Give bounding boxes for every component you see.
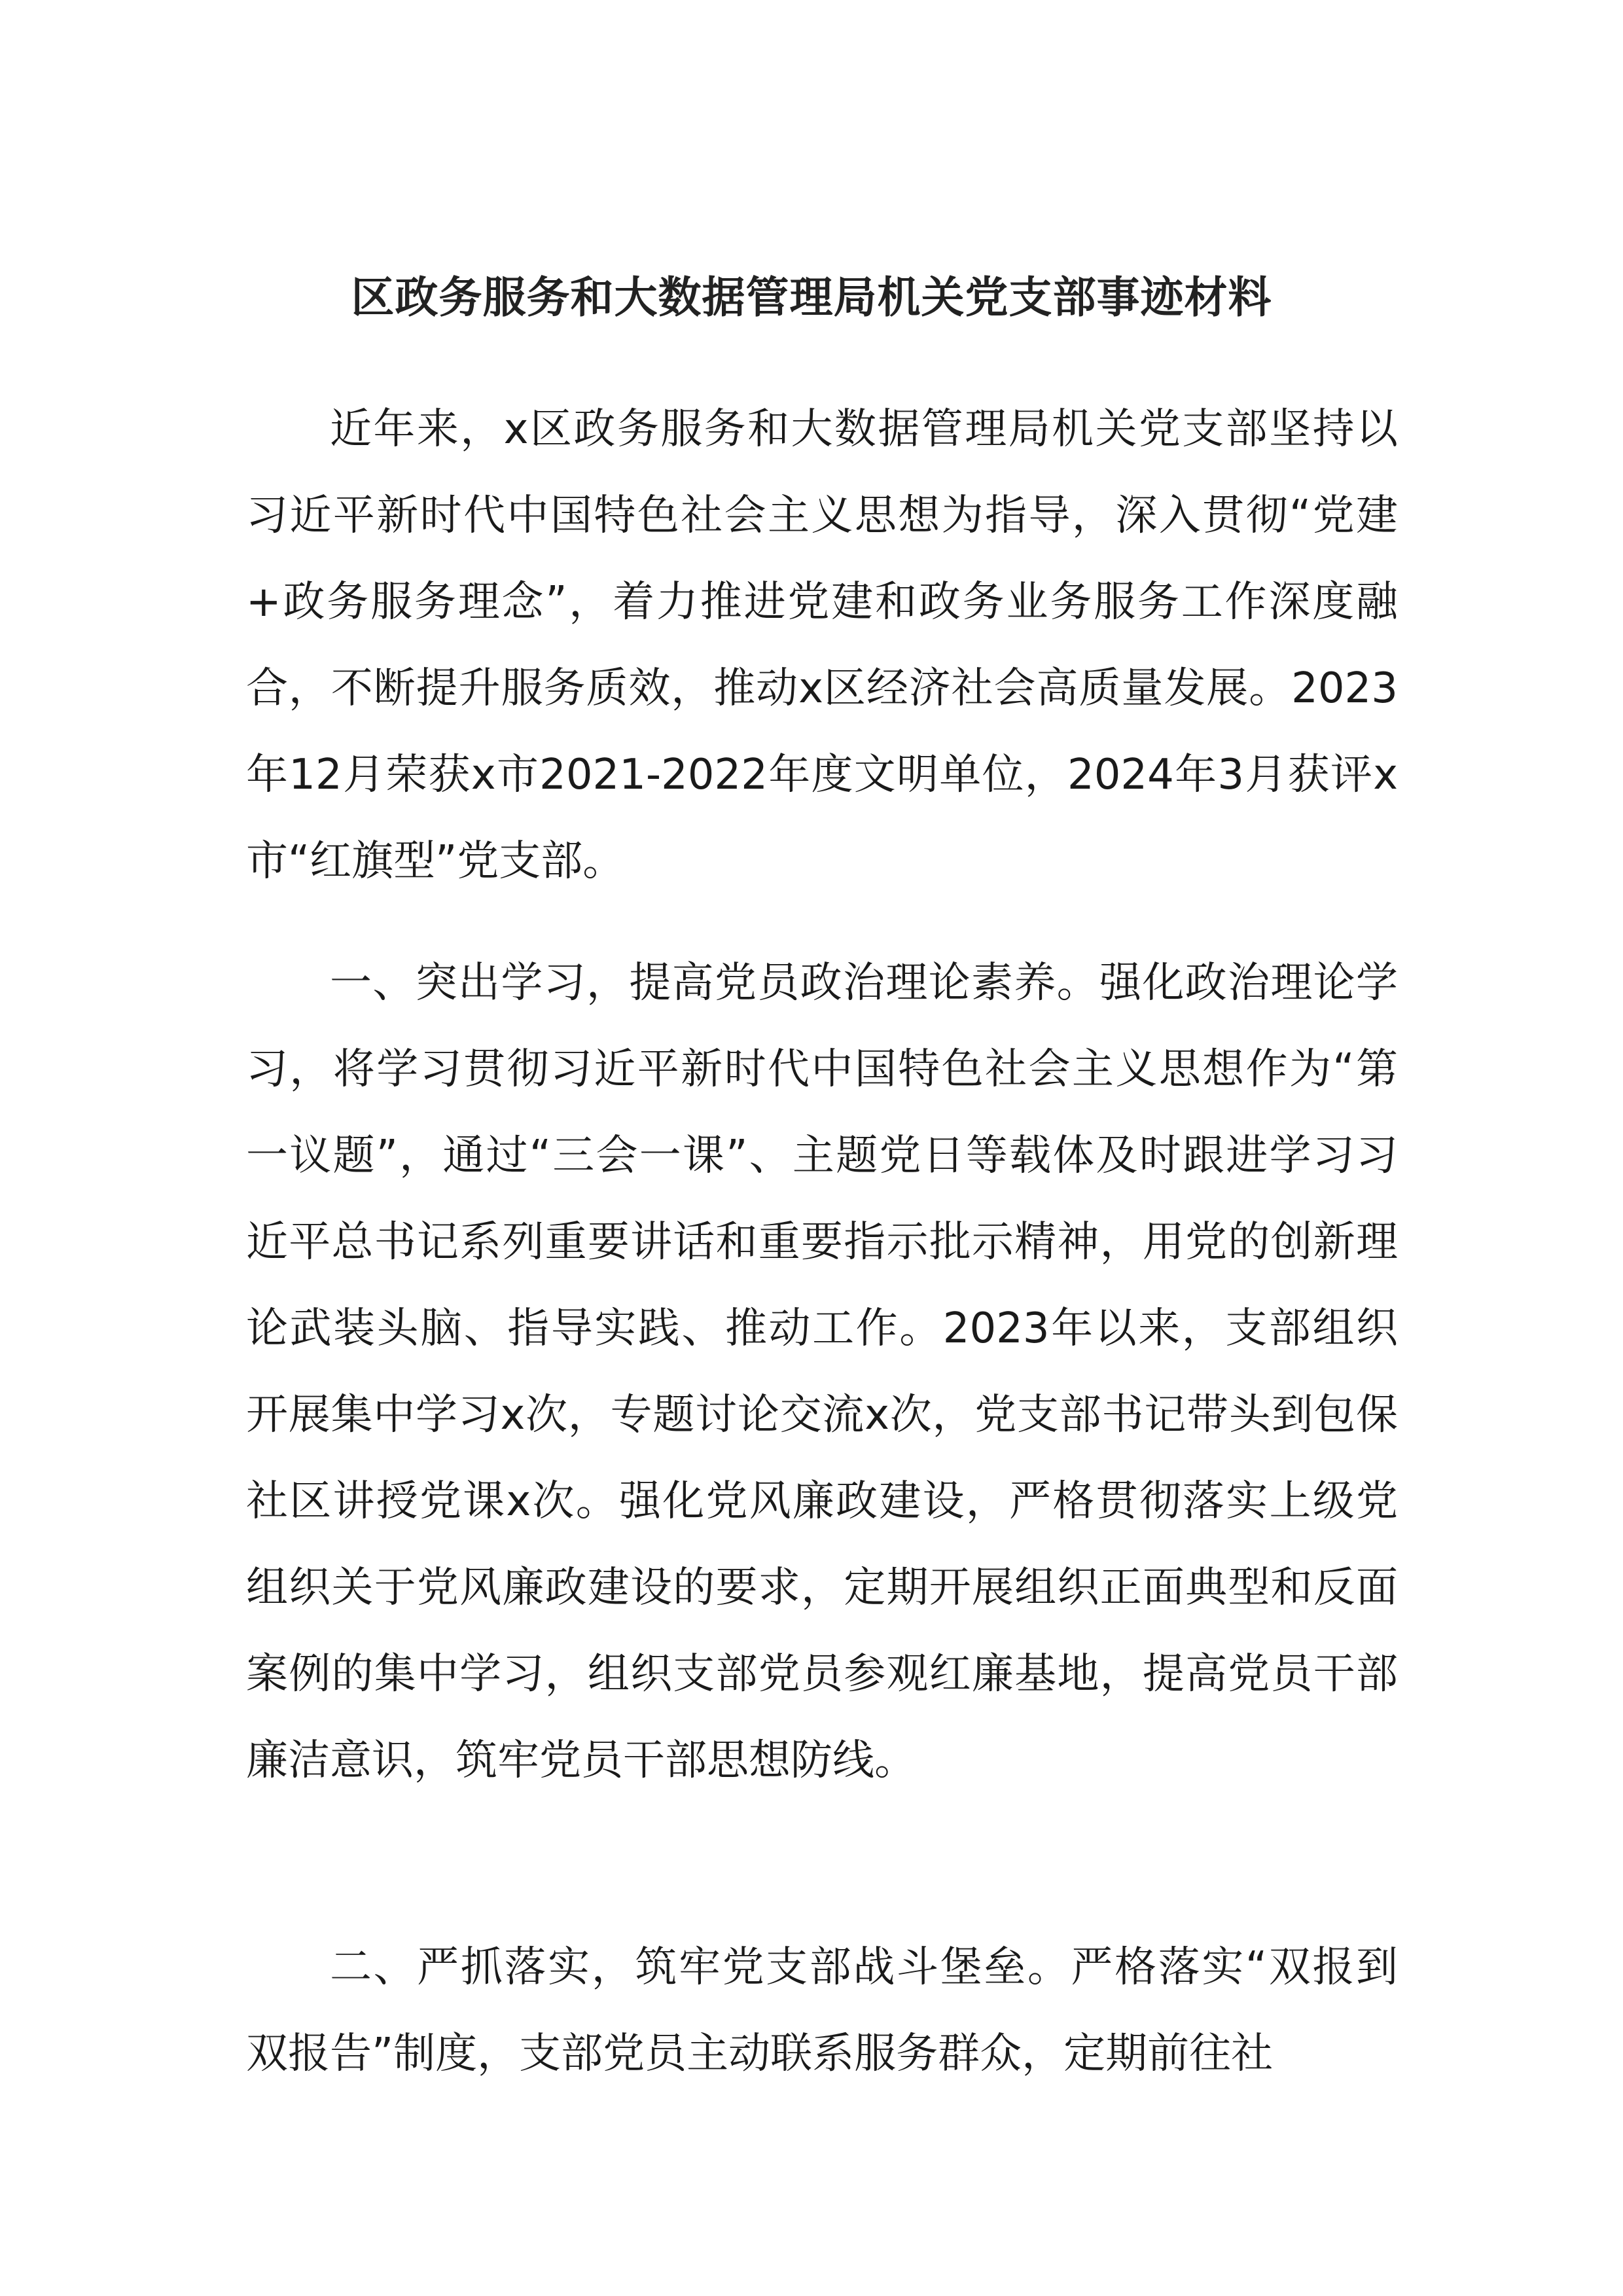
- paragraph-text: 一、突出学习，提高党员政治理论素养。强化政治理论学习，将学习贯彻习近平新时代中国特色社会主义思想作为“第一议题”，通过“三会一课”、主题党日等载体及时跟进学习习近平总书记系列重要讲话和重要指示批示精神，用党的创新理论武装头脑、指导实践、推动工作。2023年以来，支部组织开展集中学习x次，专题讨论交流x次，党支部书记带头到包保社区讲授党课x次。强化党风廉政建设，严格贯彻落实上级党组织关于党风廉政建设的要求，定期开展组织正面典型和反面案例的集中学习，组织支部党员参观红廉基地，提高党员干部廉洁意识，筑牢党员干部思想防线。: [246, 959, 1398, 1785]
- paragraph-section-one: [246, 940, 1398, 1804]
- paragraph-text: 近年来，x区政务服务和大数据管理局机关党支部坚持以习近平新时代中国特色社会主义思想为指导，深入贯彻“党建+政务服务理念”，着力推进党建和政务业务服务工作深度融合，不断提升服务质效，推动x区经济社会高质量发展。2023年12月荣获x市2021-2022年度文明单位，2024年3月获评x市“红旗型”党支部。: [246, 405, 1398, 886]
- document-title: 区政务服务和大数据管理局机关党支部事迹材料: [351, 272, 1272, 323]
- paragraph-text: 二、严抓落实，筑牢党支部战斗堡垒。严格落实“双报到双报告”制度，支部党员主动联系服务群众，定期前往社: [246, 1943, 1398, 2078]
- paragraph-section-two: [246, 1924, 1398, 2097]
- paragraph-intro: [246, 386, 1398, 905]
